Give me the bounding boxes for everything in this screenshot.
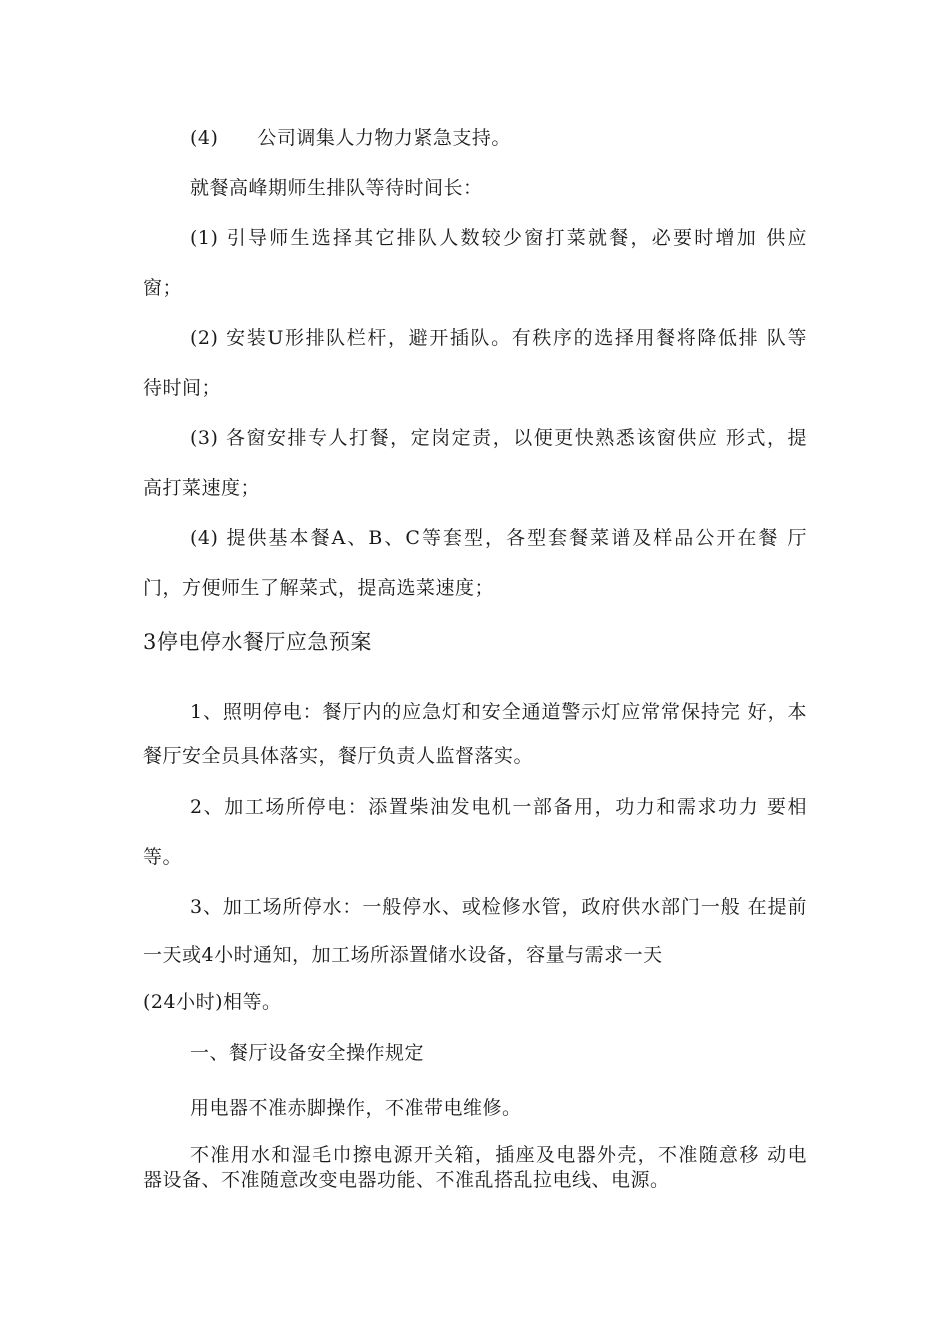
- text-line: (24小时)相等。: [143, 991, 282, 1013]
- text-line: 3、加工场所停水：一般停水、或检修水管，政府供水部门一般 在提前: [190, 896, 807, 918]
- text-line: 1、照明停电：餐厅内的应急灯和安全通道警示灯应常常保持完 好，本: [190, 701, 807, 723]
- text-line: (3) 各窗安排专人打餐，定岗定责，以便更快熟悉该窗供应 形式，提: [190, 427, 807, 449]
- text-line: 就餐高峰期师生排队等待时间长：: [190, 177, 483, 199]
- text-line: 2、加工场所停电：添置柴油发电机一部备用，功力和需求功力 要相: [190, 796, 807, 818]
- text-line: 高打菜速度；: [143, 477, 261, 499]
- section-heading: 3停电停水餐厅应急预案: [143, 630, 372, 654]
- text-line: 不准用水和湿毛巾擦电源开关箱，插座及电器外壳，不准随意移 动电: [190, 1144, 807, 1166]
- text-line: (4) 提供基本餐A、B、C等套型，各型套餐菜谱及样品公开在餐 厅: [190, 527, 807, 549]
- text-line: (1) 引导师生选择其它排队人数较少窗打菜就餐，必要时增加 供应: [190, 227, 807, 249]
- text-line: (2) 安装U形排队栏杆，避开插队。有秩序的选择用餐将降低排 队等: [190, 327, 807, 349]
- text-line: 等。: [143, 846, 183, 868]
- text-line: 餐厅安全员具体落实，餐厅负责人监督落实。: [143, 745, 534, 767]
- text-line: (4) 公司调集人力物力紧急支持。: [190, 127, 511, 149]
- text-line: 一天或4小时通知，加工场所添置储水设备，容量与需求一天: [143, 944, 663, 966]
- subsection-heading: 一、餐厅设备安全操作规定: [190, 1042, 425, 1064]
- text-line: 器设备、不准随意改变电器功能、不准乱搭乱拉电线、电源。: [143, 1169, 670, 1191]
- text-line: 用电器不准赤脚操作，不准带电维修。: [190, 1097, 522, 1119]
- text-line: 门，方便师生了解菜式，提高选菜速度；: [143, 577, 495, 599]
- text-line: 窗；: [143, 277, 183, 299]
- text-line: 待时间；: [143, 377, 222, 399]
